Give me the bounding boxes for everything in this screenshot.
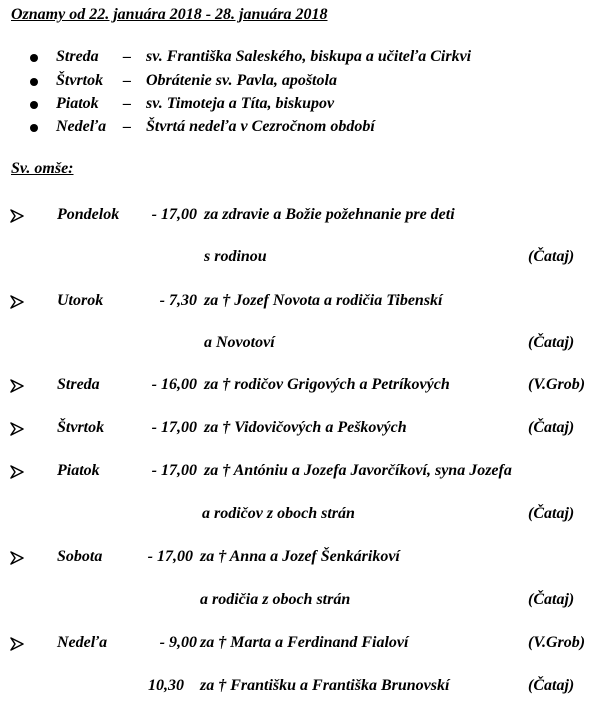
mass-day: Nedeľa [57,634,108,651]
mass-place: (Čataj) [528,677,575,694]
feast-dash: – [123,95,131,112]
masses-heading: Sv. omše: [11,160,74,177]
feast-text: Štvrtá nedeľa v Cezročnom období [146,118,375,135]
mass-intention: za † rodičov Grigových a Petríkových [204,376,450,393]
mass-place: (V.Grob) [528,634,586,651]
mass-place: (Čataj) [528,419,575,436]
feast-text: sv. Timoteja a Títa, biskupov [146,95,335,112]
feast-text: Obrátenie sv. Pavla, apoštola [146,72,337,89]
mass-intention: za † Anna a Jozef Šenkárikoví [200,548,400,565]
arrow-bullet-icon [10,465,24,479]
mass-place: (Čataj) [528,505,575,522]
mass-intention-cont: a rodičov z oboch strán [202,505,355,522]
mass-day: Sobota [57,548,103,565]
bullet-icon [30,54,38,62]
mass-intention: za † Jozef Novota a rodičia Tibenskí [204,292,443,309]
mass-day: Utorok [57,292,104,309]
bullet-icon [30,78,38,86]
feast-dash: – [123,118,131,135]
feast-day: Streda [56,48,99,65]
feast-dash: – [123,48,131,65]
feast-day: Štvrtok [56,72,104,89]
mass-place: (V.Grob) [528,376,586,393]
mass-place: (Čataj) [528,248,575,265]
mass-time: - 17,00 [151,206,197,223]
mass-time: - 9,00 [159,634,197,651]
mass-intention-cont: a rodičia z oboch strán [200,591,351,608]
mass-intention: za † Marta a Ferdinand Fialoví [200,634,409,651]
arrow-bullet-icon [10,637,24,651]
mass-place: (Čataj) [528,591,575,608]
bullet-icon [30,124,38,132]
mass-day: Streda [57,376,100,393]
mass-time: - 16,00 [151,376,197,393]
bullet-icon [30,101,38,109]
announcement-title: Oznamy od 22. januára 2018 - 28. januára 2018 [11,6,328,23]
mass-day: Štvrtok [57,419,105,436]
mass-intention: za † Františku a Františka Brunovskí [200,677,450,694]
arrow-bullet-icon [10,295,24,309]
mass-place: (Čataj) [528,334,575,351]
mass-intention-cont: a Novotoví [204,334,275,351]
mass-time: - 17,00 [151,419,197,436]
feast-text: sv. Františka Saleského, biskupa a učiteľa Cirkvi [146,48,472,65]
feast-day: Nedeľa [56,118,107,135]
arrow-bullet-icon [10,422,24,436]
arrow-bullet-icon [10,209,24,223]
feast-day: Piatok [56,95,99,112]
mass-intention: za † Vidovičových a Peškových [204,419,407,436]
arrow-bullet-icon [10,551,24,565]
mass-day: Piatok [57,462,100,479]
mass-intention: za zdravie a Božie požehnanie pre deti [204,206,455,223]
mass-time: 10,30 [148,677,184,694]
mass-intention-cont: s rodinou [204,248,267,265]
feast-dash: – [123,72,131,89]
mass-time: - 17,00 [151,462,197,479]
mass-intention: za † Antóniu a Jozefa Javorčíkoví, syna Jozefa [204,462,512,479]
arrow-bullet-icon [10,379,24,393]
mass-time: - 7,30 [159,292,197,309]
mass-time: - 17,00 [147,548,193,565]
mass-day: Pondelok [57,206,120,223]
